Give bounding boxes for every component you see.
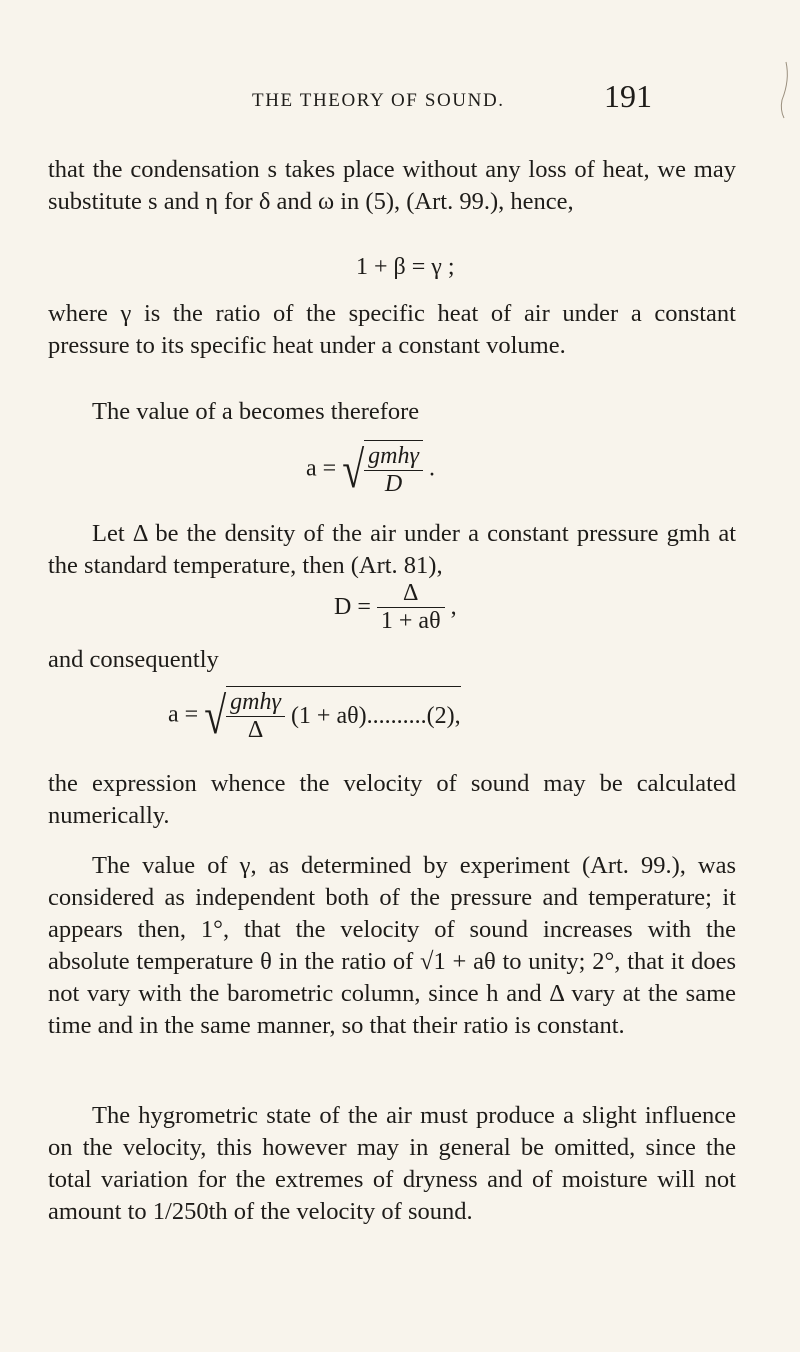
eq2-lhs: a = xyxy=(306,455,337,482)
eq4-sqrt xyxy=(204,686,460,744)
running-title: THE THEORY OF SOUND. xyxy=(252,90,505,111)
paragraph-7: The value of γ, as determined by experiment (Art. 99.), was considered as independent both of the pressure and temperature; it appears then, 1°, that the velocity of sound increases with the absolute temperature θ in the ratio of √1 + aθ to unity; 2°, that it does not vary with the barometric column, since h and Δ vary at the same time and in the same manner, so that their ratio is constant. xyxy=(48,852,736,1039)
radical-icon: √ xyxy=(342,439,365,499)
paragraph-5: and consequently xyxy=(48,646,219,673)
eq3-denominator: 1 + aθ xyxy=(380,608,441,634)
eq4-fraction xyxy=(226,689,285,744)
running-head xyxy=(0,78,800,118)
eq4-tail: (1 + aθ)..........(2), xyxy=(290,703,461,729)
eq3-lhs: D = xyxy=(334,594,371,620)
equation-2 xyxy=(306,440,435,498)
eq2-denominator: D xyxy=(384,471,403,497)
page-edge-mark xyxy=(772,60,792,120)
eq3-numerator: Δ xyxy=(377,580,445,608)
paragraph-1: that the condensation s takes place without any loss of heat, we may substitute s and η for δ and ω in (5), (Art. 99.), hence, xyxy=(48,156,736,215)
paragraph-4: Let Δ be the density of the air under a constant pressure gmh at the standard temperature, then (Art. 81), xyxy=(48,520,736,579)
paragraph-3: The value of a becomes therefore xyxy=(92,398,420,425)
eq4-lhs: a = xyxy=(168,701,199,728)
eq2-tail: . xyxy=(428,455,435,482)
eq3-tail: , xyxy=(450,594,457,620)
eq4-denominator: Δ xyxy=(247,717,264,743)
equation-4 xyxy=(168,686,461,744)
eq2-numerator: gmhγ xyxy=(364,443,423,471)
eq2-fraction xyxy=(364,443,423,498)
page-number: 191 xyxy=(604,78,652,114)
eq4-numerator: gmhγ xyxy=(226,689,285,717)
eq2-sqrt xyxy=(342,440,423,498)
radical-icon: √ xyxy=(204,685,227,745)
eq3-fraction xyxy=(377,580,445,635)
equation-1: 1 + β = γ ; xyxy=(356,254,455,280)
equation-3 xyxy=(334,580,457,635)
paragraph-6: the expression whence the velocity of sound may be calculated numerically. xyxy=(48,770,736,829)
paragraph-2: where γ is the ratio of the specific heat of air under a constant pressure to its specific heat under a constant volume. xyxy=(48,300,736,359)
paragraph-8: The hygrometric state of the air must produce a slight influence on the velocity, this however may in general be omitted, since the total variation for the extremes of dryness and of moisture will not amount to 1/250th of the velocity of sound. xyxy=(48,1102,736,1225)
